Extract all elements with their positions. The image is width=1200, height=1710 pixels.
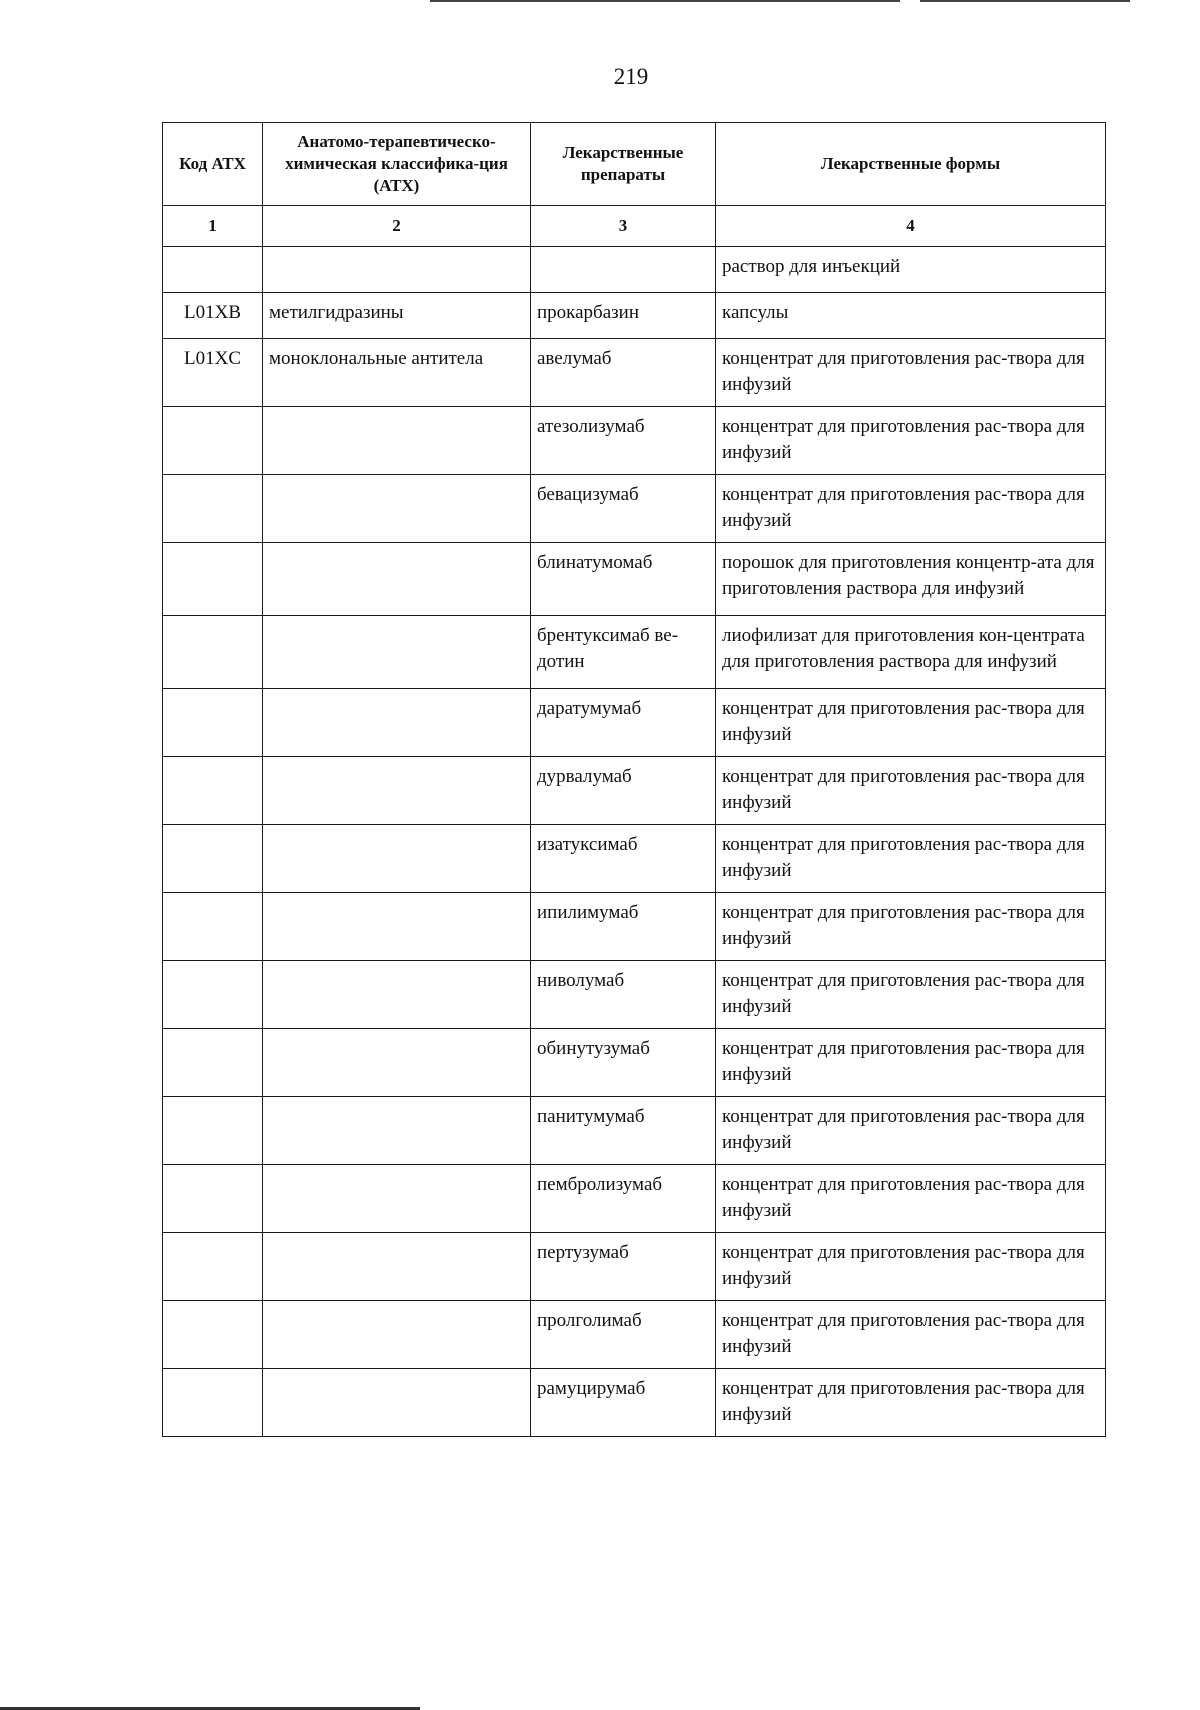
scan-top-rule <box>920 0 1130 2</box>
drug-name-cell: пембролизумаб <box>531 1165 716 1233</box>
atx-class-cell <box>263 543 531 616</box>
drug-name-cell: бевацизумаб <box>531 475 716 543</box>
table-row <box>163 757 1106 825</box>
atx-class-cell <box>263 1301 531 1369</box>
dosage-form-cell: концентрат для приготовления рас-твора для инфузий <box>716 893 1106 961</box>
atx-code-cell <box>163 1165 263 1233</box>
table-row <box>163 1029 1106 1097</box>
atx-code-cell <box>163 757 263 825</box>
table-row <box>163 1369 1106 1437</box>
atx-class-cell <box>263 407 531 475</box>
column-number: 2 <box>263 206 531 247</box>
table-row <box>163 893 1106 961</box>
dosage-form-cell: концентрат для приготовления рас-твора для инфузий <box>716 1165 1106 1233</box>
atx-class-cell <box>263 1233 531 1301</box>
atx-class-cell: метилгидразины <box>263 293 531 339</box>
drug-name-cell: брентуксимаб ве-дотин <box>531 616 716 689</box>
table-row <box>163 1165 1106 1233</box>
atx-class-cell <box>263 247 531 293</box>
header-atx-classification: Анатомо-терапевтическо-химическая классифика-ция (АТХ) <box>263 123 531 206</box>
drug-name-cell <box>531 247 716 293</box>
atx-code-cell <box>163 689 263 757</box>
atx-code-cell <box>163 407 263 475</box>
table-row <box>163 247 1106 293</box>
atx-code-cell <box>163 475 263 543</box>
table-row <box>163 543 1106 616</box>
drug-name-cell: пролголимаб <box>531 1301 716 1369</box>
atx-code-cell <box>163 1233 263 1301</box>
atx-class-cell <box>263 893 531 961</box>
drug-name-cell: ипилимумаб <box>531 893 716 961</box>
drug-name-cell: обинутузумаб <box>531 1029 716 1097</box>
table-row <box>163 1097 1106 1165</box>
drug-name-cell: панитумумаб <box>531 1097 716 1165</box>
dosage-form-cell: концентрат для приготовления рас-твора для инфузий <box>716 1029 1106 1097</box>
dosage-form-cell: концентрат для приготовления рас-твора для инфузий <box>716 757 1106 825</box>
dosage-form-cell: концентрат для приготовления рас-твора для инфузий <box>716 475 1106 543</box>
atx-class-cell <box>263 825 531 893</box>
dosage-form-cell: концентрат для приготовления рас-твора для инфузий <box>716 689 1106 757</box>
drug-name-cell: атезолизумаб <box>531 407 716 475</box>
atx-code-cell <box>163 961 263 1029</box>
scan-top-rule <box>430 0 900 2</box>
atx-code-cell <box>163 1097 263 1165</box>
atx-class-cell <box>263 1097 531 1165</box>
atx-class-cell <box>263 616 531 689</box>
drug-name-cell: рамуцирумаб <box>531 1369 716 1437</box>
table-row <box>163 825 1106 893</box>
atx-class-cell <box>263 689 531 757</box>
atx-code-cell <box>163 825 263 893</box>
dosage-form-cell: раствор для инъекций <box>716 247 1106 293</box>
atx-code-cell <box>163 1369 263 1437</box>
atx-class-cell <box>263 475 531 543</box>
dosage-form-cell: концентрат для приготовления рас-твора для инфузий <box>716 1233 1106 1301</box>
atx-code-cell: L01XB <box>163 293 263 339</box>
header-drugs: Лекарственные препараты <box>531 123 716 206</box>
dosage-form-cell: концентрат для приготовления рас-твора для инфузий <box>716 1369 1106 1437</box>
column-number: 4 <box>716 206 1106 247</box>
drug-name-cell: изатуксимаб <box>531 825 716 893</box>
drug-name-cell: ниволумаб <box>531 961 716 1029</box>
atx-class-cell <box>263 1029 531 1097</box>
atx-code-cell <box>163 1029 263 1097</box>
dosage-form-cell: концентрат для приготовления рас-твора для инфузий <box>716 339 1106 407</box>
table-row <box>163 961 1106 1029</box>
atx-classification-table <box>162 122 1106 1437</box>
atx-class-cell: моноклональные антитела <box>263 339 531 407</box>
atx-code-cell <box>163 616 263 689</box>
drug-name-cell: авелумаб <box>531 339 716 407</box>
column-number-row <box>163 206 1106 247</box>
atx-code-cell <box>163 247 263 293</box>
dosage-form-cell: концентрат для приготовления рас-твора для инфузий <box>716 961 1106 1029</box>
header-atx-code: Код АТХ <box>163 123 263 206</box>
table-row <box>163 339 1106 407</box>
dosage-form-cell: концентрат для приготовления рас-твора для инфузий <box>716 407 1106 475</box>
table-row <box>163 475 1106 543</box>
atx-code-cell <box>163 893 263 961</box>
atx-code-cell <box>163 1301 263 1369</box>
atx-class-cell <box>263 961 531 1029</box>
header-dosage-forms: Лекарственные формы <box>716 123 1106 206</box>
dosage-form-cell: концентрат для приготовления рас-твора для инфузий <box>716 825 1106 893</box>
dosage-form-cell: концентрат для приготовления рас-твора для инфузий <box>716 1301 1106 1369</box>
dosage-form-cell: порошок для приготовления концентр-ата для приготовления раствора для инфузий <box>716 543 1106 616</box>
column-number: 1 <box>163 206 263 247</box>
atx-code-cell <box>163 543 263 616</box>
atx-class-cell <box>263 1369 531 1437</box>
table-row <box>163 689 1106 757</box>
table-row <box>163 1301 1106 1369</box>
table-row <box>163 293 1106 339</box>
drug-name-cell: прокарбазин <box>531 293 716 339</box>
table-row <box>163 407 1106 475</box>
drug-name-cell: пертузумаб <box>531 1233 716 1301</box>
column-number: 3 <box>531 206 716 247</box>
dosage-form-cell: концентрат для приготовления рас-твора для инфузий <box>716 1097 1106 1165</box>
atx-class-cell <box>263 757 531 825</box>
dosage-form-cell: лиофилизат для приготовления кон-центрата для приготовления раствора для инфузий <box>716 616 1106 689</box>
table-row <box>163 616 1106 689</box>
dosage-form-cell: капсулы <box>716 293 1106 339</box>
drug-name-cell: блинатумомаб <box>531 543 716 616</box>
table-row <box>163 1233 1106 1301</box>
drug-name-cell: дурвалумаб <box>531 757 716 825</box>
atx-code-cell: L01XC <box>163 339 263 407</box>
drug-name-cell: даратумумаб <box>531 689 716 757</box>
table-header-row <box>163 123 1106 206</box>
atx-class-cell <box>263 1165 531 1233</box>
page-number: 219 <box>613 64 649 89</box>
